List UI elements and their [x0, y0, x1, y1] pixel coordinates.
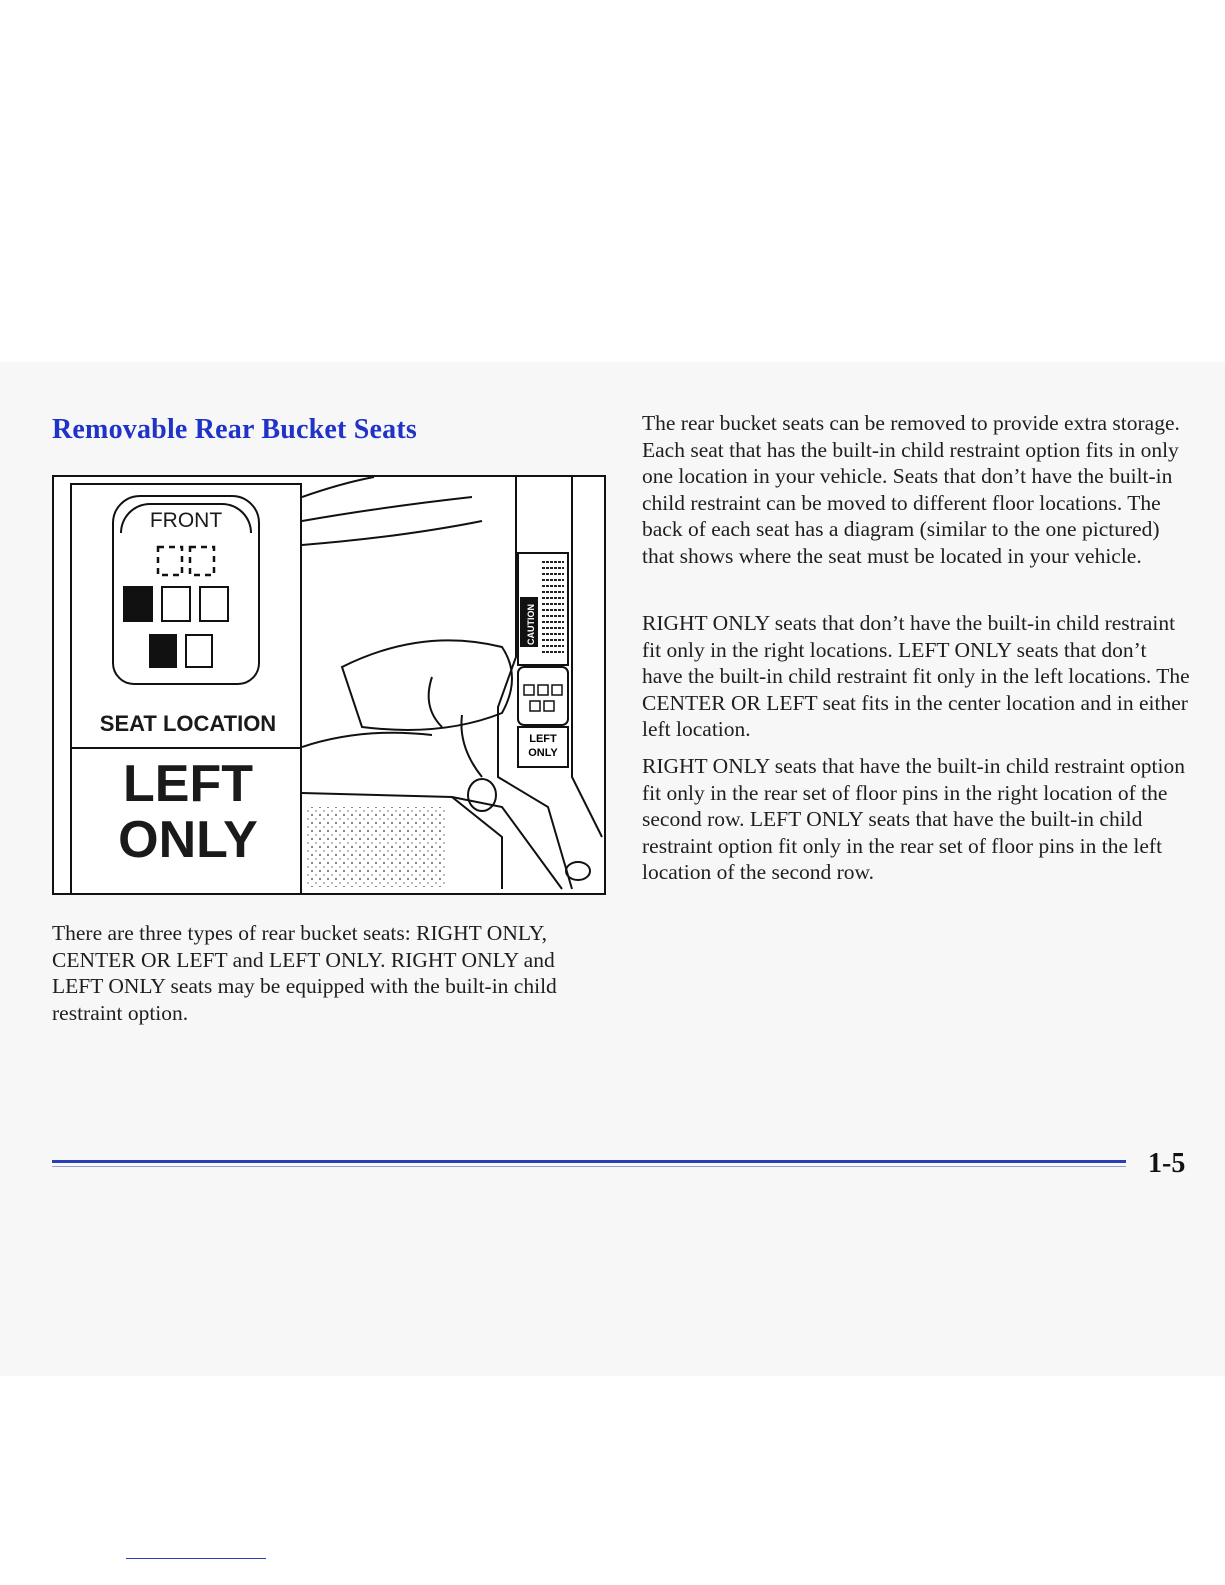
footer-rule-shadow [52, 1166, 1126, 1167]
right-paragraph-3: RIGHT ONLY seats that have the built-in child restraint option fit only in the rear set of floor pins in the right location of the second row. LEFT ONLY seats that have the built-in child restraint option fit only in the rear set of floor pins in the left location of the second row. [642, 754, 1186, 885]
seat-map-diagram [112, 495, 260, 685]
left-label: LEFT [123, 755, 253, 813]
label-divider [72, 747, 304, 749]
seat-location-figure [52, 475, 606, 895]
only-label: ONLY [118, 811, 258, 869]
left-paragraph: There are three types of rear bucket seats: RIGHT ONLY, CENTER OR LEFT and LEFT ONLY. RIGHT ONLY and LEFT ONLY seats may be equipped with the built-in child restraint option. [52, 921, 557, 1025]
small-left-label: LEFT [529, 733, 557, 745]
caution-text: CAUTION [526, 604, 536, 645]
right-paragraph-1: The rear bucket seats can be removed to provide extra storage. Each seat that has the built-in child restraint option fits in only one location in your vehicle. Seats that don’t have the built-in child restraint can be moved to different floor locations. The back of each seat has a diagram (similar to the one pictured) that shows where the seat must be located in your vehicle. [642, 411, 1180, 568]
section-heading: Removable Rear Bucket Seats [52, 414, 417, 445]
footer-rule [52, 1160, 1126, 1163]
small-only-label: ONLY [528, 747, 558, 759]
front-label: FRONT [120, 503, 252, 533]
right-paragraph-2: RIGHT ONLY seats that don’t have the built-in child restraint fit only in the right locations. LEFT ONLY seats that don’t have the built-in child restraint fit only in the left locations. The CENTER OR LEFT seat fits in the center location and in either left location. [642, 611, 1190, 742]
seat-location-label [70, 483, 302, 893]
seat-location-text: SEAT LOCATION [99, 711, 277, 736]
page-number: 1-5 [1148, 1148, 1186, 1179]
seat-back-illustration [302, 477, 604, 893]
bottom-link-underline [126, 1558, 266, 1559]
seat-grid-graphic [112, 495, 260, 685]
